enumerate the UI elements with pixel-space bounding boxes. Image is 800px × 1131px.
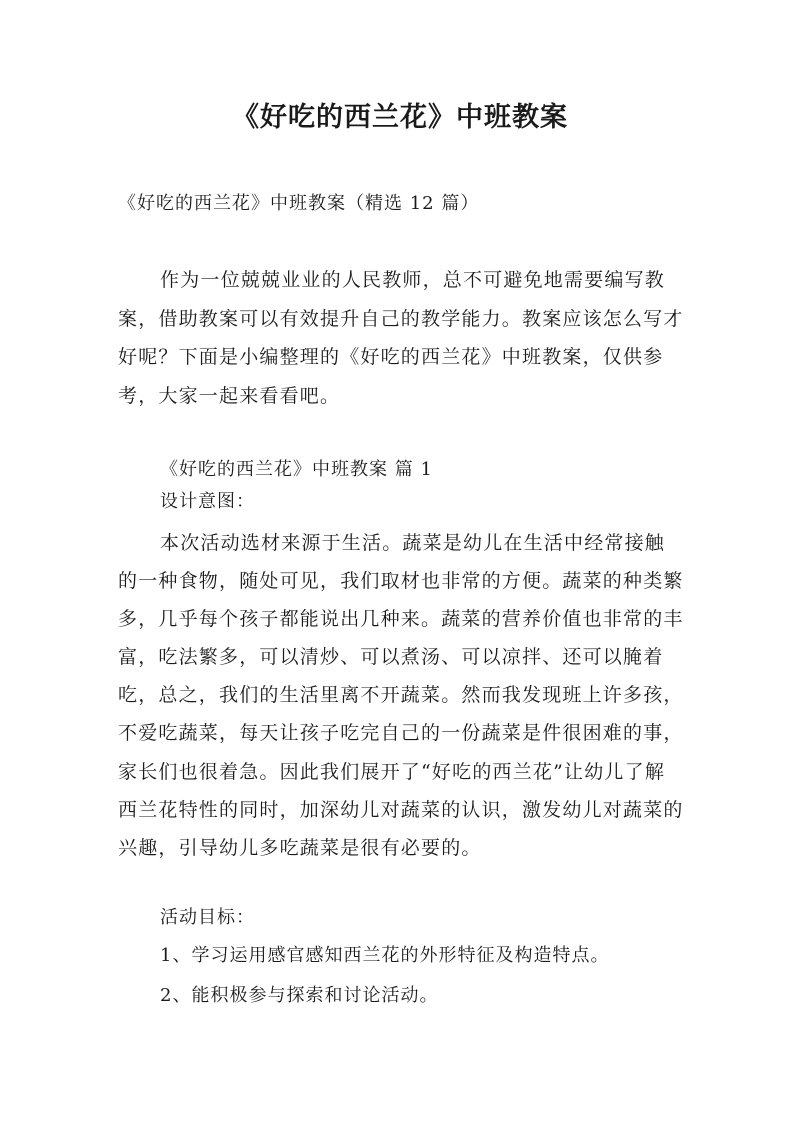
goal-item-1: 1、学习运用感官感知西兰花的外形特征及构造特点。 (160, 945, 610, 966)
intro-paragraph: 作为一位兢兢业业的人民教师，总不可避免地需要编写教案，借助教案可以有效提升自己的教学能力。教案应该怎么写才好呢？下面是小编整理的《好吃的西兰花》中班教案，仅供参考，大家一起来看看吧。 (118, 269, 684, 407)
document-subtitle: 《好吃的西兰花》中班教案（精选 12 篇） (118, 193, 480, 214)
goal-item-2: 2、能积极参与探索和讨论活动。 (160, 985, 439, 1006)
design-intent-paragraph: 本次活动选材来源于生活。蔬菜是幼儿在生活中经常接触的一种食物，随处可见，我们取材也非常的方便。蔬菜的种类繁多，几乎每个孩子都能说出几种来。蔬菜的营养价值也非常的丰富，吃法繁多，可以清炒、可以煮汤、可以凉拌、还可以腌着吃，总之，我们的生活里离不开蔬菜。然而我发现班上许多孩，不爱吃蔬菜，每天让孩子吃完自己的一份蔬菜是件很困难的事，家长们也很着急。因此我们展开了“好吃的西兰花”让幼儿了解西兰花特性的同时，加深幼儿对蔬菜的认识，激发幼儿对蔬菜的兴趣，引导幼儿多吃蔬菜是很有必要的。 (118, 532, 684, 859)
section-heading: 《好吃的西兰花》中班教案 篇 1 (160, 459, 433, 480)
design-intent-label: 设计意图： (160, 491, 255, 512)
activity-goals-label: 活动目标： (160, 907, 255, 928)
document-title: 《好吃的西兰花》中班教案 (232, 102, 568, 133)
